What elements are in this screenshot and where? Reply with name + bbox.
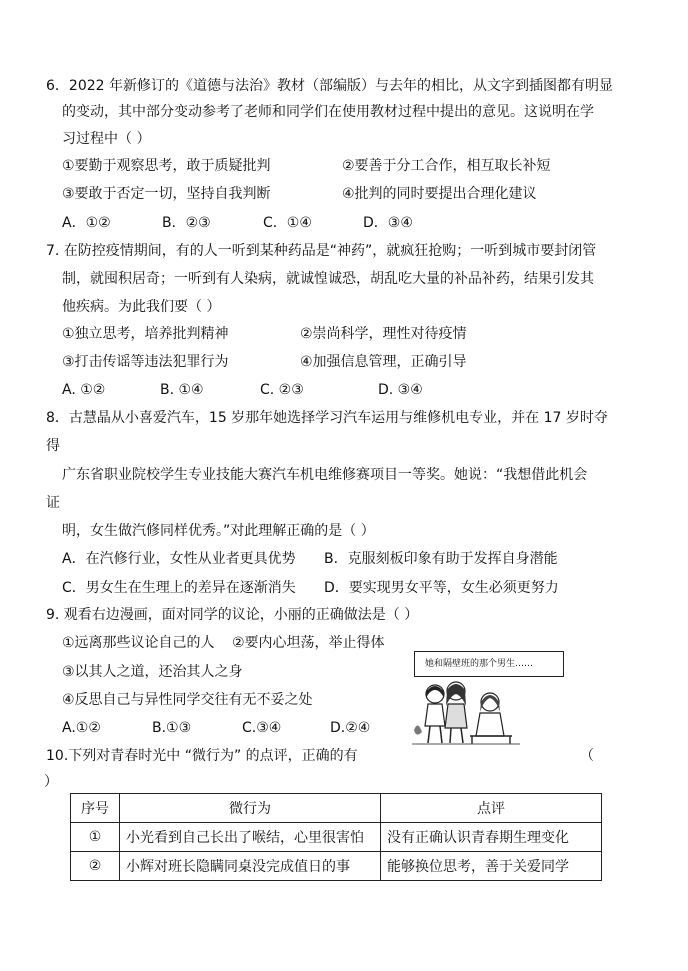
q7-choice-d: D. ③④ (378, 382, 423, 398)
q9-choice-d: D.②④ (330, 720, 371, 736)
q9-choice-b: B.①③ (152, 720, 192, 736)
q10-review-table (70, 793, 602, 881)
q10-paren-close: ） (44, 774, 58, 790)
q7-statement-2: ②崇尚科学，理性对待疫情 (300, 326, 467, 342)
q8-line-4: 证 (46, 495, 60, 511)
q7-choice-c: C. ②③ (260, 382, 304, 398)
table-cell: 小光看到自己长出了喉结，心里很害怕 (120, 823, 381, 852)
q9-choice-c: C.③④ (242, 720, 282, 736)
table-cell: 能够换位思考，善于关爱同学 (381, 852, 602, 881)
q7-choice-b: B. ①④ (160, 382, 204, 398)
q6-statement-4: ④批判的同时要提出合理化建议 (342, 186, 537, 202)
q7-choice-a: A. ①② (62, 382, 106, 398)
col-header-number: 序号 (71, 794, 120, 823)
q8-choice-a: A．在汽修行业，女性从业者更具优势 (62, 551, 296, 567)
q8-line-2: 得 (46, 438, 60, 454)
q6-line-1: 6．2022 年新修订的《道德与法治》教材（部编版）与去年的相比，从文字到插图都有明显 (46, 78, 613, 94)
table-cell: ② (71, 852, 120, 881)
q7-statement-3: ③打击传谣等违法犯罪行为 (62, 354, 229, 370)
q9-line-1: 9. 观看右边漫画，面对同学的议论，小丽的正确做法是（ ） (46, 607, 419, 623)
table-cell: 没有正确认识青春期生理变化 (381, 823, 602, 852)
q6-choice-d: D．③④ (363, 215, 413, 231)
q7-line-3: 他疾病。为此我们要（ ） (62, 299, 221, 315)
q8-choice-c: C．男女生在生理上的差异在逐渐消失 (62, 580, 296, 596)
q7-line-2: 制，就囤积居奇；一听到有人染病，就诚惶诚恐，胡乱吃大量的补品补药，结果引发其 (62, 271, 594, 287)
q7-statement-4: ④加强信息管理，正确引导 (300, 354, 467, 370)
q6-choice-a: A．①② (62, 215, 111, 231)
cartoon-speech-bubble: 她和隔壁班的那个男生…… (414, 651, 564, 677)
q6-choice-b: B．②③ (162, 215, 211, 231)
q9-statement-3: ③以其人之道，还治其人之身 (62, 664, 243, 680)
q10-paren-open: （ (580, 748, 594, 764)
q6-statement-3: ③要敢于否定一切，坚持自我判断 (62, 186, 271, 202)
q9-statement-1: ①远离那些议论自己的人 (62, 635, 215, 651)
q8-choice-d: D．要实现男女平等，女生必须更努力 (324, 580, 559, 596)
q6-line-2: 的变动，其中部分变动参考了老师和同学们在使用教材过程中提出的意见。这说明在学 (62, 104, 594, 120)
q10-line-1: 10.下列对青春时光中 “微行为” 的点评，正确的有 (46, 748, 358, 764)
q7-statement-1: ①独立思考，培养批判精神 (62, 326, 229, 342)
q8-choice-b: B．克服刻板印象有助于发挥自身潜能 (324, 551, 558, 567)
q8-line-1: 8．古慧晶从小喜爱汽车，15 岁那年她选择学习汽车运用与维修机电专业，并在 17 岁时夺 (46, 410, 608, 426)
table-cell: 小辉对班长隐瞒同桌没完成值日的事 (120, 852, 381, 881)
table-header-row (71, 794, 602, 823)
q7-line-1: 7. 在防控疫情期间，有的人一听到某种药品是“神药”，就疯狂抢购；一听到城市要封闭管 (46, 243, 597, 259)
q9-statement-4: ④反思自己与异性同学交往有无不妥之处 (62, 692, 313, 708)
q8-line-3: 广东省职业院校学生专业技能大赛汽车机电维修赛项目一等奖。她说：“我想借此机会 (62, 467, 588, 483)
q6-statement-2: ②要善于分工合作，相互取长补短 (342, 158, 551, 174)
q6-line-3: 习过程中（ ） (62, 131, 151, 147)
q6-choice-c: C．①④ (263, 215, 312, 231)
table-row (71, 823, 602, 852)
col-header-behavior: 微行为 (120, 794, 381, 823)
q6-statement-1: ①要勤于观察思考，敢于质疑批判 (62, 158, 271, 174)
q8-line-5: 明，女生做汽修同样优秀。”对此理解正确的是（ ） (62, 523, 375, 539)
col-header-comment: 点评 (381, 794, 602, 823)
q9-statement-2: ②要内心坦荡，举止得体 (232, 635, 385, 651)
table-cell: ① (71, 823, 120, 852)
q9-choice-a: A.①② (62, 720, 101, 736)
table-row (71, 852, 602, 881)
